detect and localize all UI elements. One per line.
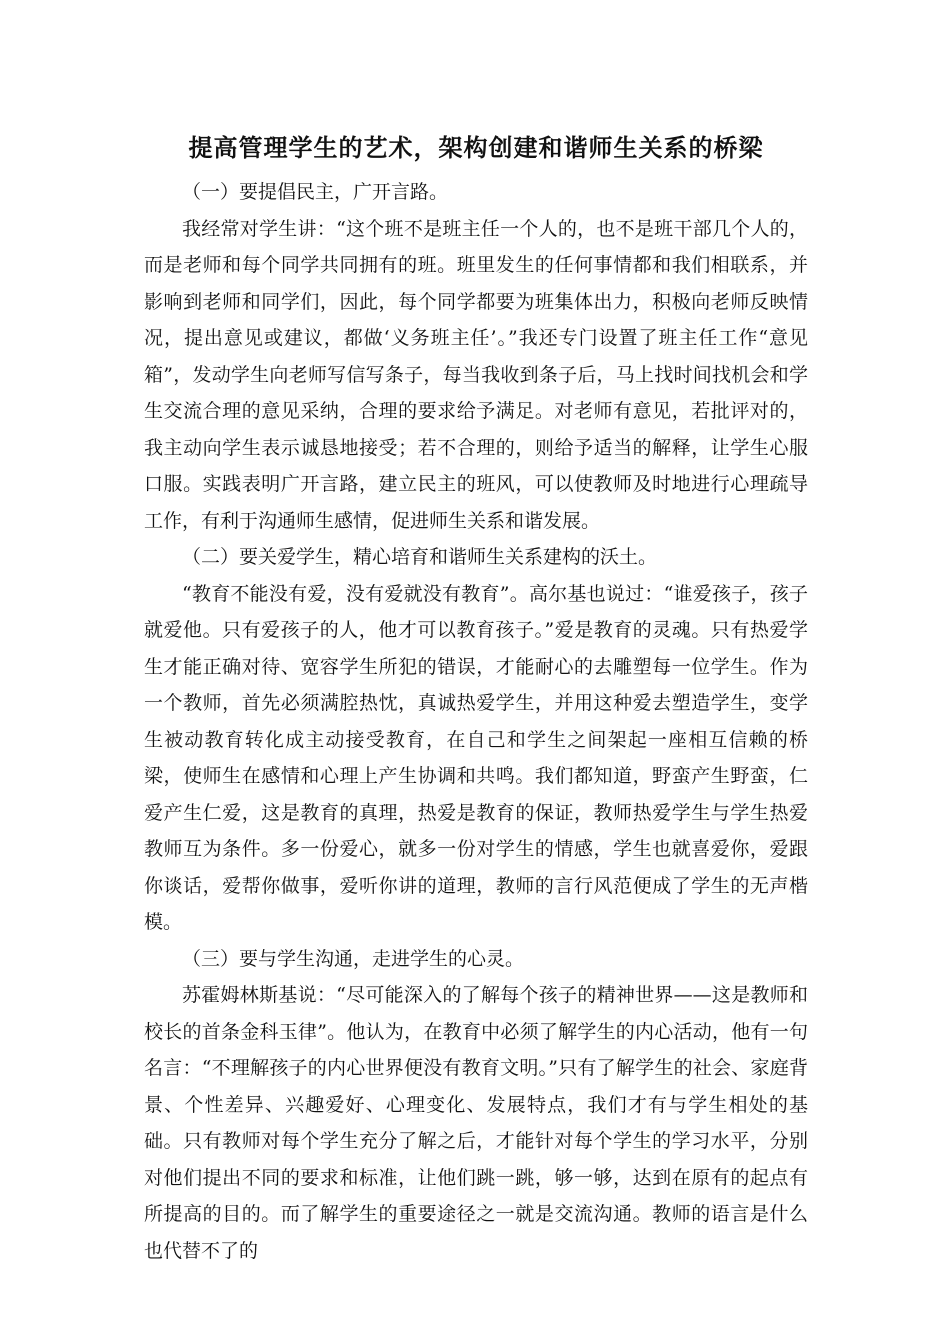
section-body-3: 苏霍姆林斯基说：“尽可能深入的了解每个孩子的精神世界——这是教师和校长的首条金科玉律”。他认为，在教育中必须了解学生的内心活动，他有一句名言：“不理解孩子的内心世界便没有教育文明。”只有了解学生的社会、家庭背景、个性差异、兴趣爱好、心理变化、发展特点，我们才有与学生相处的基础。只有教师对每个学生充分了解之后，才能针对每个学生的学习水平，分别对他们提出不同的要求和标准，让他们跳一跳，够一够，达到在原有的起点有所提高的目的。而了解学生的重要途径之一就是交流沟通。教师的语言是什么也代替不了的 <box>144 984 808 1262</box>
section-body-1: 我经常对学生讲：“这个班不是班主任一个人的，也不是班干部几个人的，而是老师和每个同学共同拥有的班。班里发生的任何事情都和我们相联系，并影响到老师和同学们，因此，每个同学都要为班集体出力，积极向老师反映情况，提出意见或建议，都做‘义务班主任’。”我还专门设置了班主任工作“意见箱”，发动学生向老师写信写条子，每当我收到条子后，马上找时间找机会和学生交流合理的意见采纳，合理的要求给予满足。对老师有意见，若批评对的，我主动向学生表示诚恳地接受；若不合理的，则给予适当的解释，让学生心服口服。实践表明广开言路，建立民主的班风，可以使教师及时地进行心理疏导工作，有利于沟通师生感情，促进师生关系和谐发展。 <box>144 217 808 532</box>
section-body-2: “教育不能没有爱，没有爱就没有教育”。高尔基也说过：“谁爱孩子，孩子就爱他。只有爱孩子的人，他才可以教育孩子。”爱是教育的灵魂。只有热爱学生才能正确对待、宽容学生所犯的错误，才能耐心的去雕塑每一位学生。作为一个教师，首先必须满腔热忱，真诚热爱学生，并用这种爱去塑造学生，变学生被动教育转化成主动接受教育，在自己和学生之间架起一座相互信赖的桥梁，使师生在感情和心理上产生协调和共鸣。我们都知道，野蛮产生野蛮，仁爱产生仁爱，这是教育的真理，热爱是教育的保证，教师热爱学生与学生热爱教师互为条件。多一份爱心，就多一份对学生的情感，学生也就喜爱你，爱跟你谈话，爱帮你做事，爱听你讲的道理，教师的言行风范便成了学生的无声楷模。 <box>144 582 808 933</box>
section-heading-1: （一）要提倡民主，广开言路。 <box>182 181 449 203</box>
section-heading-3: （三）要与学生沟通，走进学生的心灵。 <box>182 947 525 970</box>
document-page <box>144 128 808 1269</box>
document-title: 提高管理学生的艺术，架构创建和谐师生关系的桥梁 <box>188 133 764 162</box>
section-heading-2: （二）要关爱学生，精心培育和谐师生关系建构的沃土。 <box>182 546 658 568</box>
